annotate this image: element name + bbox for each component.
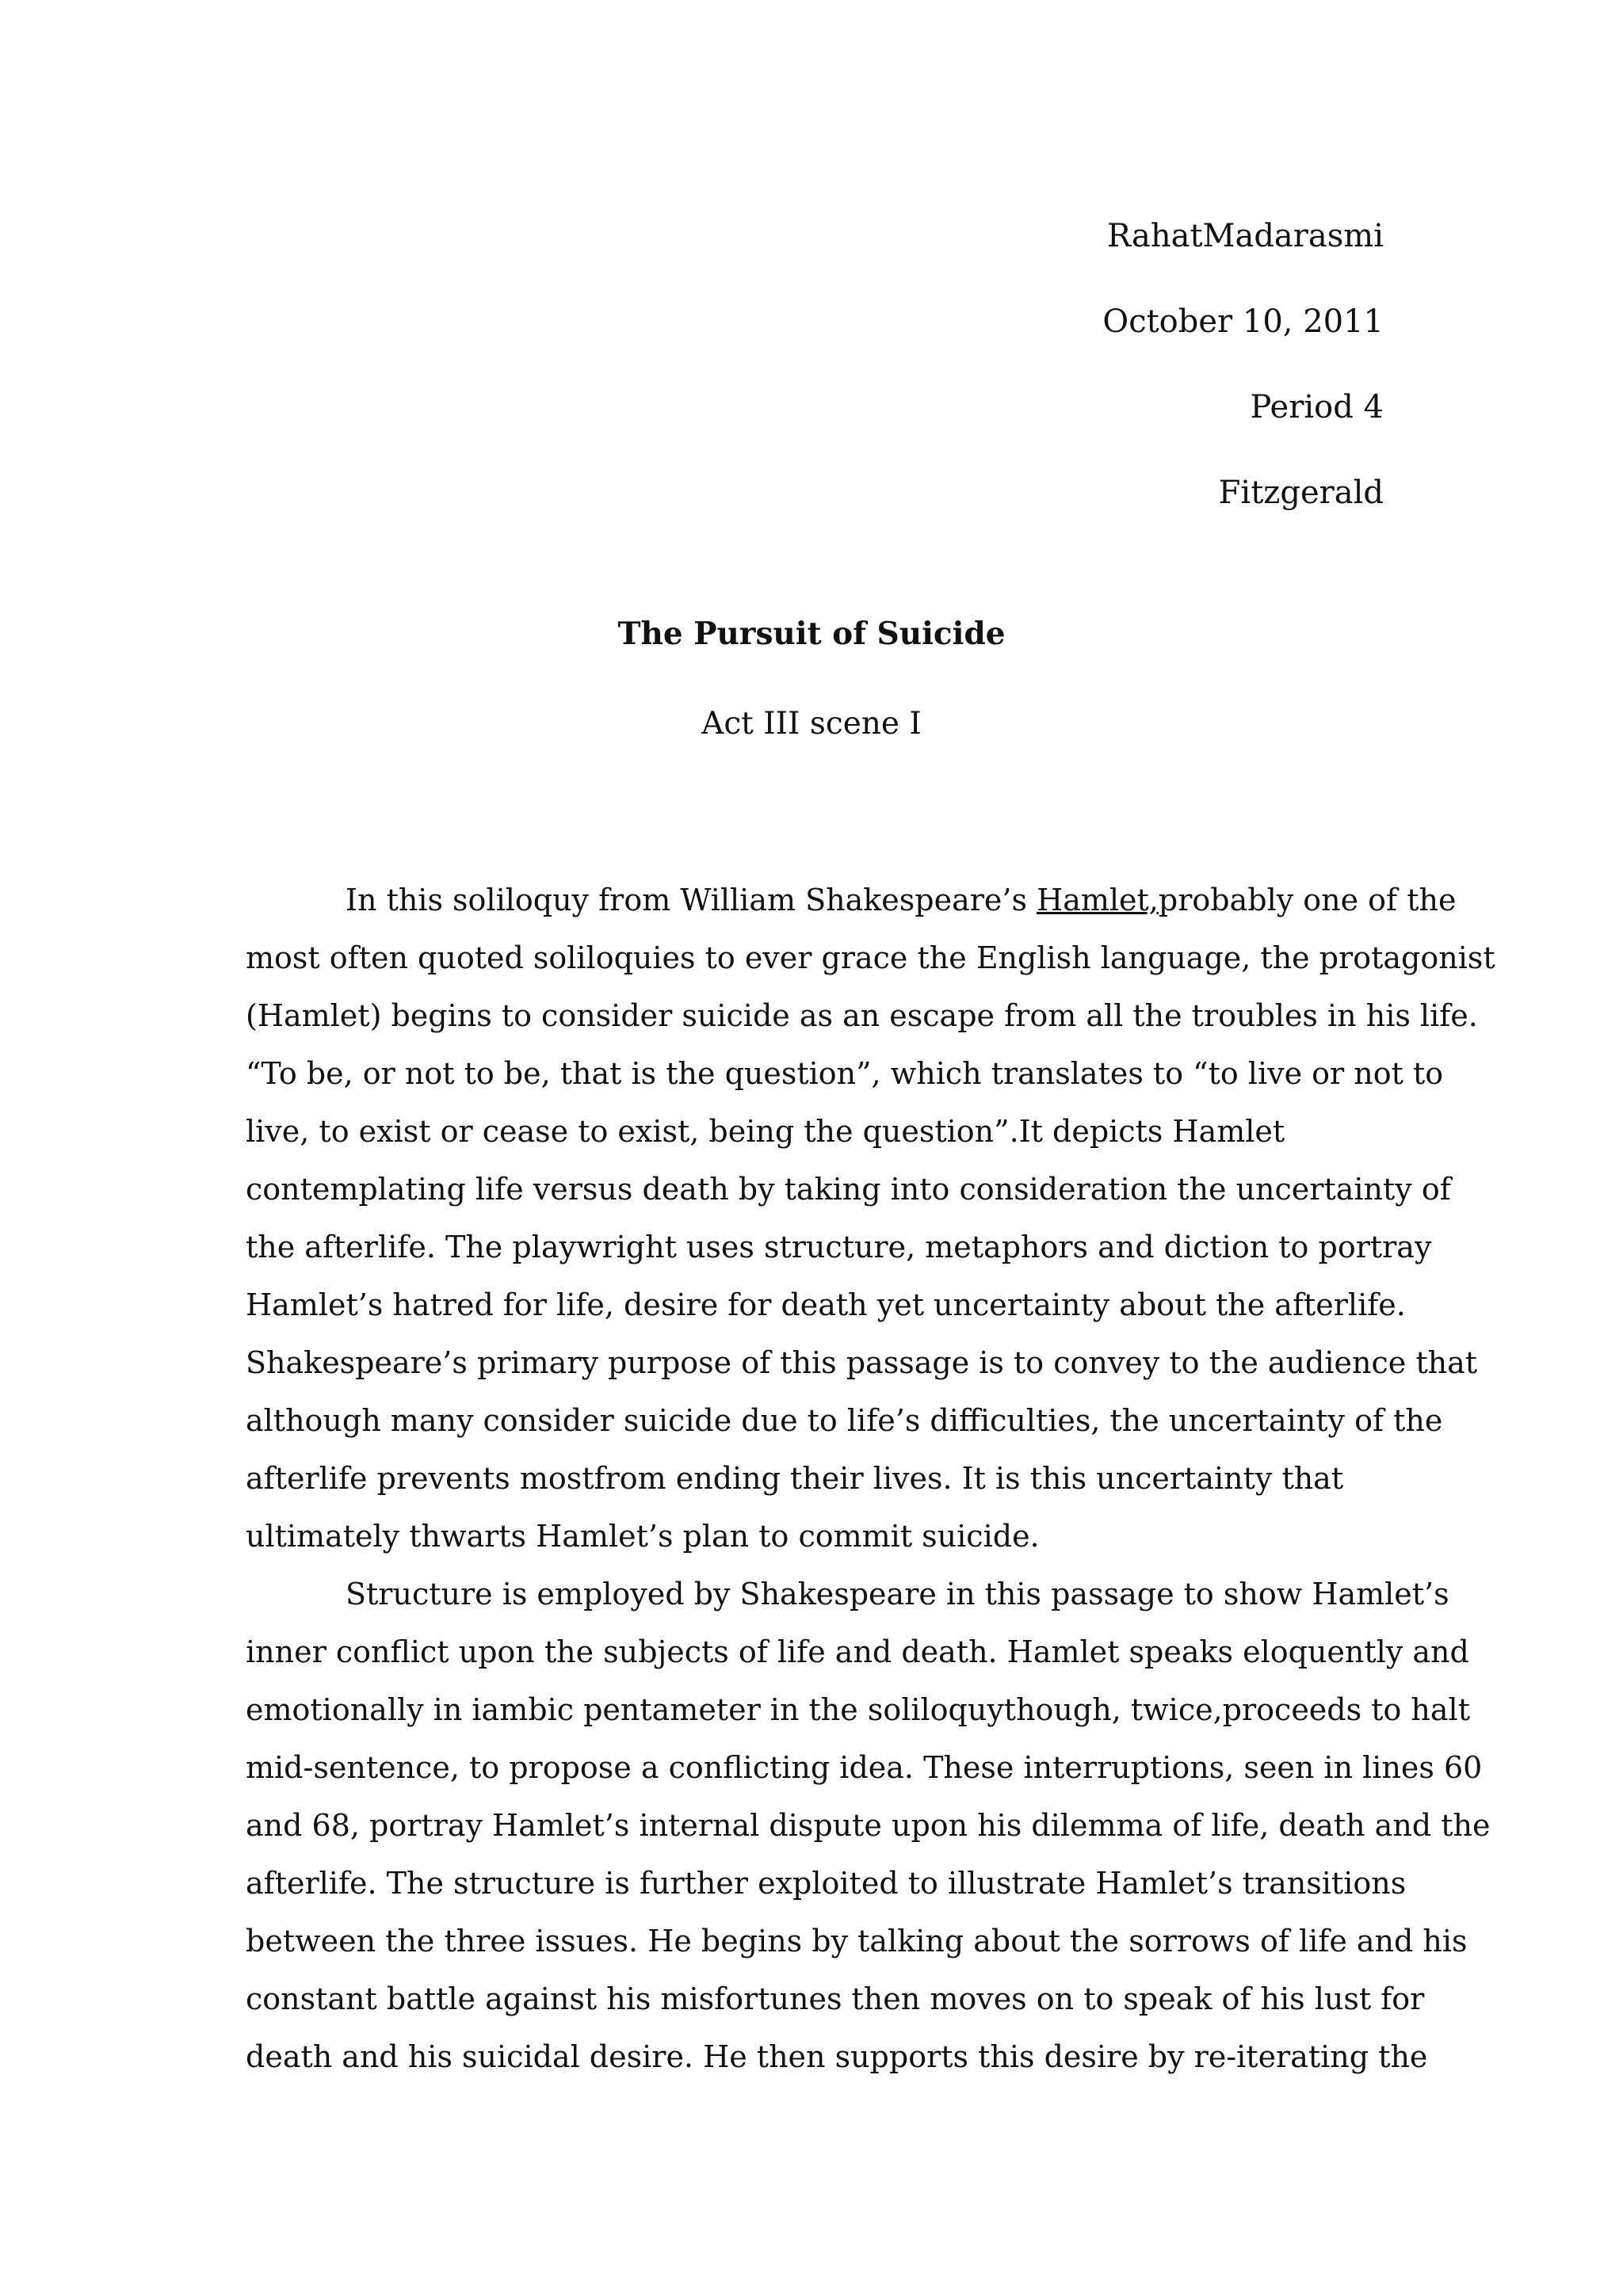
- paragraph-1-line: (Hamlet) begins to consider suicide as an escape from all the troubles in his life.: [246, 998, 1478, 1033]
- essay-body: [246, 871, 1495, 2086]
- paragraph-1-line: the afterlife. The playwright uses structure, metaphors and diction to portray: [246, 1230, 1432, 1264]
- essay-subtitle: Act III scene I: [701, 706, 922, 742]
- paragraph-2-line: mid-sentence, to propose a conflicting idea. These interruptions, seen in lines 60: [246, 1750, 1483, 1785]
- paragraph-2-line-1: Structure is employed by Shakespeare in this passage to show Hamlet’s: [346, 1577, 1449, 1611]
- paragraph-2-line: death and his suicidal desire. He then supports this desire by re-iterating the: [246, 2039, 1428, 2074]
- paragraph-1-intro-tail: probably one of the: [1158, 883, 1457, 917]
- paragraph-1-line: “To be, or not to be, that is the question”, which translates to “to live or not to: [246, 1056, 1444, 1091]
- paragraph-1-line: although many consider suicide due to life’s difficulties, the uncertainty of the: [246, 1403, 1443, 1438]
- paragraph-1-line: live, to exist or cease to exist, being the question”.It depicts Hamlet: [246, 1114, 1285, 1149]
- paragraph-2-line: and 68, portray Hamlet’s internal dispute upon his dilemma of life, death and the: [246, 1808, 1491, 1843]
- author-name: RahatMadarasmi: [1106, 218, 1384, 254]
- paragraph-1-line: Hamlet’s hatred for life, desire for death yet uncertainty about the afterlife.: [246, 1287, 1406, 1322]
- paragraph-2-line: afterlife. The structure is further exploited to illustrate Hamlet’s transitions: [246, 1866, 1407, 1901]
- paragraph-2-line: inner conflict upon the subjects of life and death. Hamlet speaks eloquently and: [246, 1634, 1469, 1669]
- essay-title: The Pursuit of Suicide: [617, 616, 1006, 652]
- paragraph-1-line: Shakespeare’s primary purpose of this passage is to convey to the audience that: [246, 1345, 1477, 1380]
- teacher-name: Fitzgerald: [1218, 475, 1384, 511]
- paragraph-1-line: ultimately thwarts Hamlet’s plan to commit suicide.: [246, 1519, 1040, 1554]
- paragraph-1-line: contemplating life versus death by taking into consideration the uncertainty of: [246, 1172, 1451, 1207]
- paragraph-1-line: most often quoted soliloquies to ever grace the English language, the protagonist: [246, 940, 1495, 975]
- header-block: [670, 193, 1384, 536]
- paragraph-2-line: emotionally in iambic pentameter in the soliloquythough, twice,proceeds to halt: [246, 1692, 1470, 1727]
- paragraph-1-intro-text: In this soliloquy from William Shakespeare’s: [346, 883, 1037, 917]
- essay-date: October 10, 2011: [1102, 303, 1384, 340]
- paragraph-2-line: between the three issues. He begins by talking about the sorrows of life and his: [246, 1924, 1468, 1958]
- class-period: Period 4: [1250, 389, 1384, 425]
- paragraph-2-line: constant battle against his misfortunes then moves on to speak of his lust for: [246, 1981, 1425, 2016]
- hamlet-title-underlined: Hamlet,: [1037, 883, 1159, 917]
- paragraph-1-line-1: [246, 871, 1457, 929]
- paragraph-1-line: afterlife prevents mostfrom ending their lives. It is this uncertainty that: [246, 1461, 1344, 1496]
